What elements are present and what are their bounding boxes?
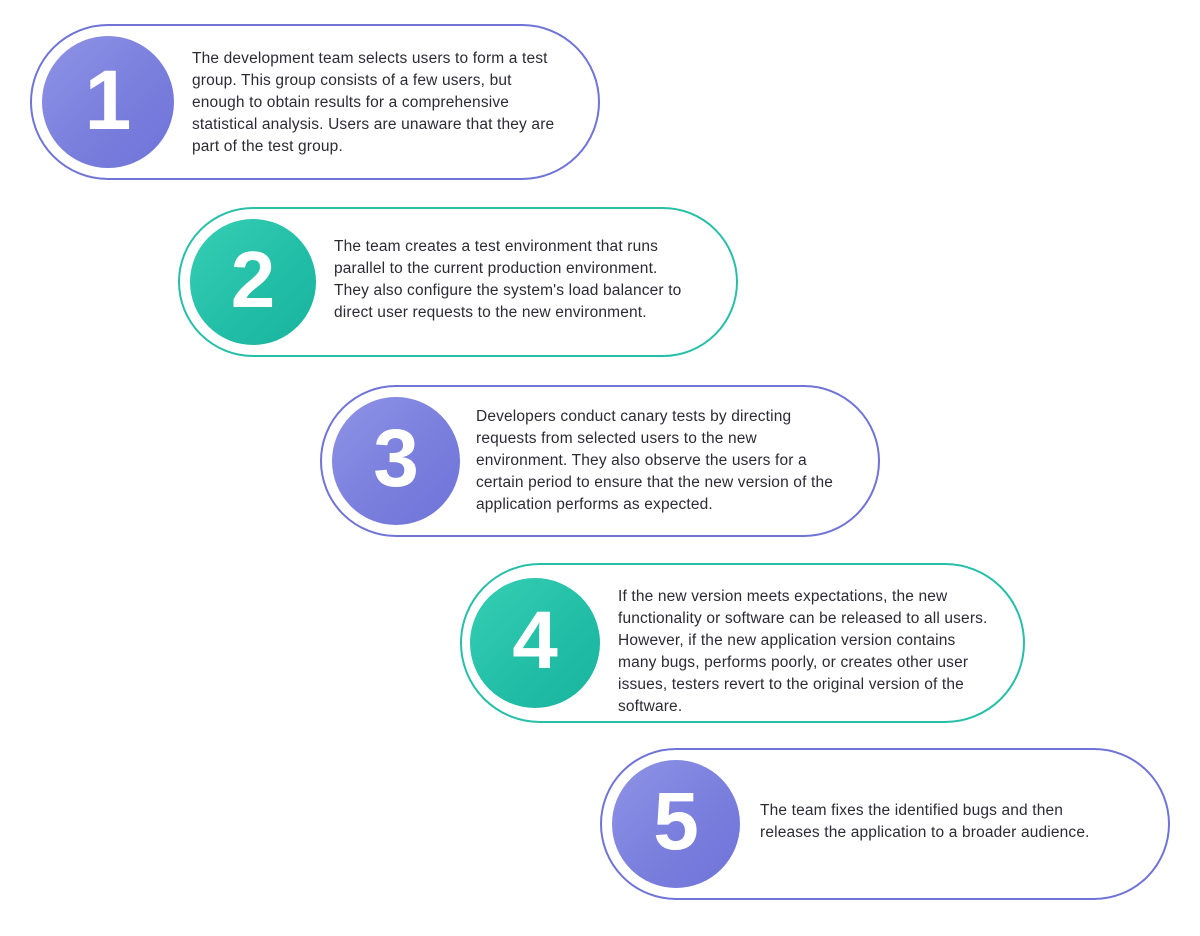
step-number-3: 3: [373, 413, 419, 504]
step-description-2: The team creates a test environment that runs parallel to the current production environment. They also configure the system's load balancer to direct user requests to the new environment.: [334, 238, 682, 321]
step-number-5: 5: [653, 776, 699, 867]
step-number-badge-5: [612, 760, 740, 888]
step-description-5: The team fixes the identified bugs and then releases the application to a broader audience.: [760, 802, 1090, 841]
step-number-badge-2: [190, 219, 316, 345]
step-number-2: 2: [230, 235, 276, 324]
step-number-1: 1: [84, 53, 132, 147]
step-number-badge-4: [470, 578, 600, 708]
step-number-badge-1: [42, 36, 174, 168]
step-description-4: If the new version meets expectations, the new functionality or software can be released to all users. However, if the new application version contains many bugs, performs poorly, or creates other user issues, testers revert to the original version of the software.: [618, 588, 988, 715]
step-number-badge-3: [332, 397, 460, 525]
step-description-1: The development team selects users to form a test group. This group consists of a few users, but enough to obtain results for a comprehensive statistical analysis. Users are unaware that they are part of the test group.: [192, 50, 555, 155]
step-number-4: 4: [512, 595, 558, 686]
step-description-3: Developers conduct canary tests by directing requests from selected users to the new environment. They also observe the users for a certain period to ensure that the new version of the application performs as expected.: [476, 408, 834, 513]
